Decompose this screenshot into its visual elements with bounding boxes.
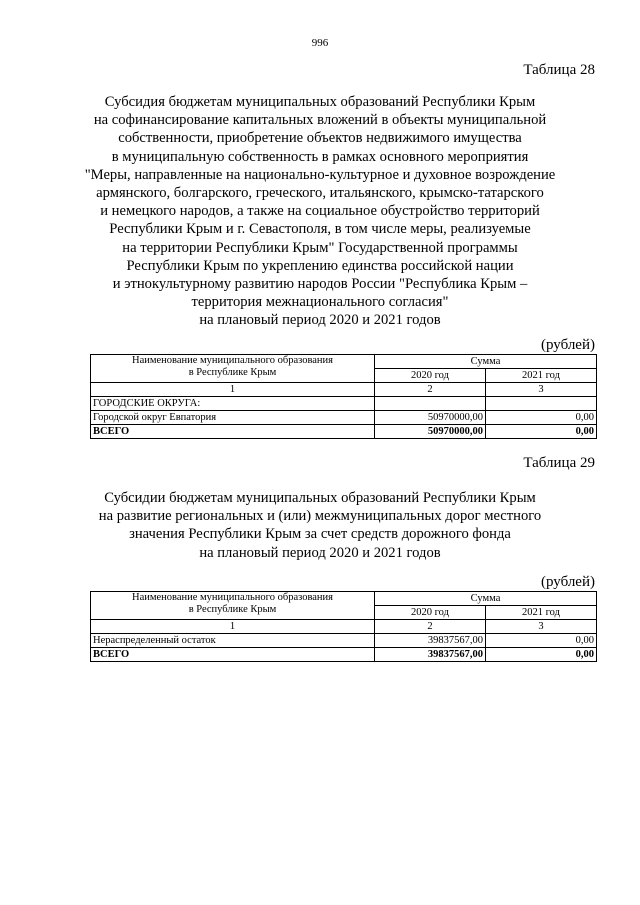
title-line: Республики Крым по укреплению единства российской нации [126,257,514,274]
title-line: Субсидии бюджетам муниципальных образований Республики Крым [104,490,536,506]
total-value-2021: 0,00 [486,648,597,662]
title-line: армянского, болгарского, греческого, итальянского, крымско-татарского [96,185,544,202]
header-sum: Сумма [375,355,597,369]
table-29 [90,591,597,662]
title-line: Субсидия бюджетам муниципальных образований Республики Крым [104,94,536,110]
row-value-2021: 0,00 [486,411,597,425]
header-name-cell [91,355,375,383]
header-name-line1: Наименование муниципального образования [132,355,333,366]
total-row [91,425,597,439]
section-heading: ГОРОДСКИЕ ОКРУГА: [91,397,375,411]
row-name: Городской округ Евпатория [91,411,375,425]
header-year-2021: 2021 год [486,369,597,383]
row-name: Нераспределенный остаток [91,634,375,648]
title-line: на развитие региональных и (или) межмуниципальных дорог местного [98,508,542,525]
title-line: "Меры, направленные на национально-культурное и духовное возрождение [84,166,556,183]
header-year-2020: 2020 год [375,369,486,383]
col-number: 2 [375,620,486,634]
table-28-title [60,93,580,330]
table-28-label: Таблица 28 [523,62,595,78]
title-line: на софинансирование капитальных вложений в объекты муниципальной [93,112,547,129]
total-value-2020: 50970000,00 [375,425,486,439]
title-line: на плановый период 2020 и 2021 годов [199,544,441,561]
row-value-2020: 50970000,00 [375,411,486,425]
table-28-unit: (рублей) [540,337,595,353]
header-name-line2: в Республике Крым [188,367,277,378]
row-value-2020: 39837567,00 [375,634,486,648]
title-line: на плановый период 2020 и 2021 годов [199,312,441,329]
header-name-line1: Наименование муниципального образования [132,592,333,603]
header-name-line2: в Республике Крым [188,604,277,615]
col-number: 1 [91,383,375,397]
table-29-unit: (рублей) [540,574,595,590]
empty-cell [486,397,597,411]
title-line: собственности, приобретение объектов недвижимого имущества [118,130,522,147]
total-label: ВСЕГО [91,648,375,662]
header-name-cell [91,592,375,620]
total-row [91,648,597,662]
table-row [91,411,597,425]
title-line: и немецкого народов, а также на социальное обустройство территорий [100,203,540,220]
title-line: в муниципальную собственность в рамках основного мероприятия [111,148,529,165]
title-line: на территории Республики Крым" Государственной программы [122,239,518,256]
title-line: значения Республики Крым за счет средств дорожного фонда [129,526,511,543]
header-year-2020: 2020 год [375,606,486,620]
col-number: 3 [486,620,597,634]
header-sum: Сумма [375,592,597,606]
title-line: Республики Крым и г. Севастополя, в том числе меры, реализуемые [109,221,531,238]
col-number: 3 [486,383,597,397]
table-29-label: Таблица 29 [523,455,595,471]
empty-cell [375,397,486,411]
col-number: 2 [375,383,486,397]
title-line: территория межнационального согласия" [191,294,449,311]
total-label: ВСЕГО [91,425,375,439]
total-value-2021: 0,00 [486,425,597,439]
header-year-2021: 2021 год [486,606,597,620]
title-line: и этнокультурному развитию народов России "Республика Крым – [112,276,528,293]
total-value-2020: 39837567,00 [375,648,486,662]
col-number: 1 [91,620,375,634]
row-value-2021: 0,00 [486,634,597,648]
table-row [91,634,597,648]
page-number: 996 [311,37,329,49]
table-28 [90,354,597,439]
table-29-title [60,489,580,562]
